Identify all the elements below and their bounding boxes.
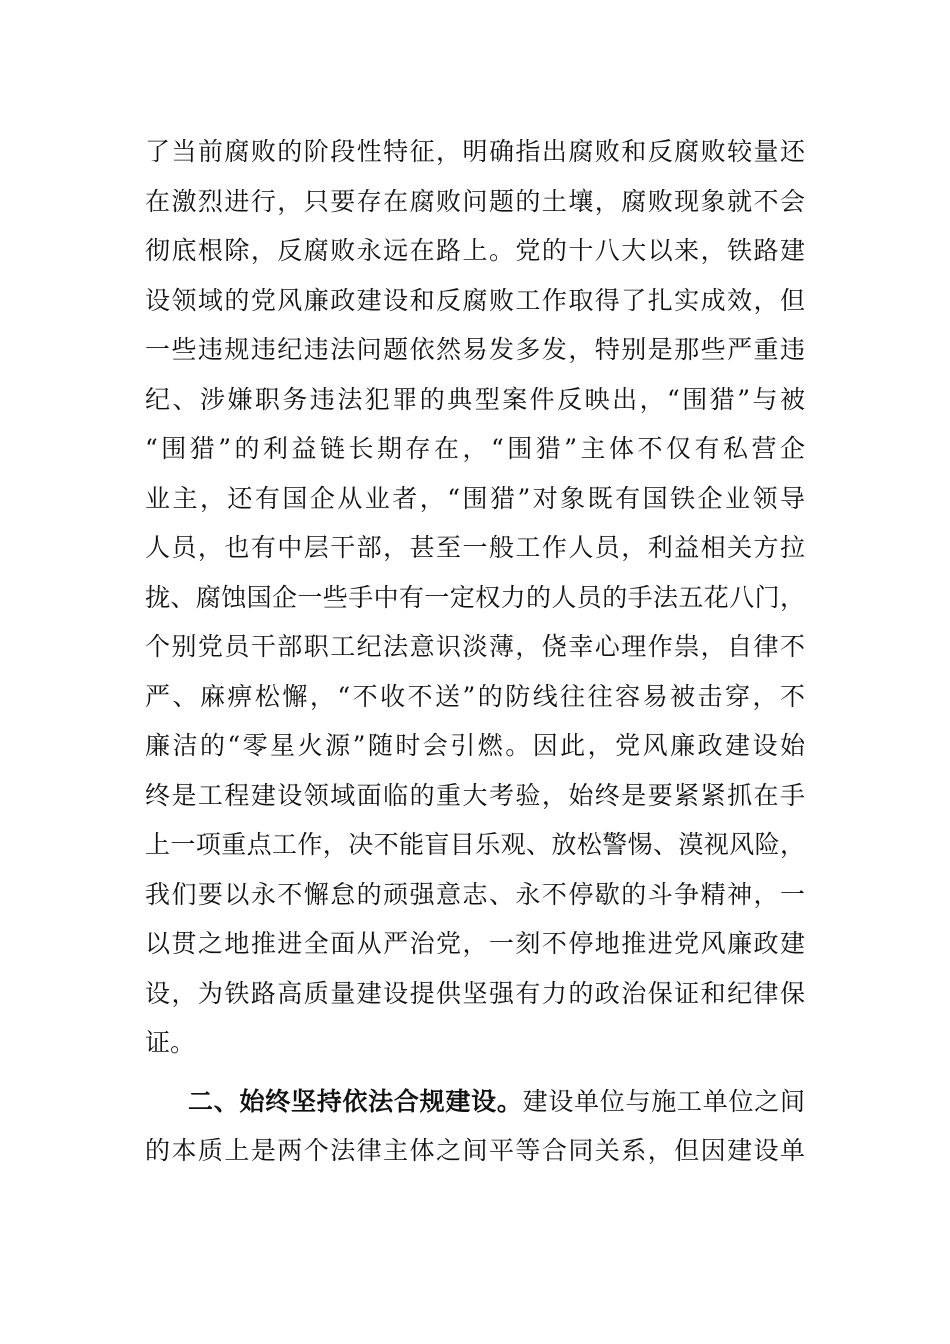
section-2-text: 建设单位与施工单位之间 bbox=[522, 1087, 805, 1116]
body-text-line: 人员，也有中层干部，甚至一般工作人员，利益相关方拉 bbox=[145, 533, 805, 562]
body-text-line: 设，为铁路高质量建设提供坚强有力的政治保证和纪律保 bbox=[145, 979, 805, 1008]
section-2-heading: 二、始终坚持依法合规建设。 bbox=[188, 1087, 523, 1116]
body-text-line: “围猎”的利益链长期存在，“围猎”主体不仅有私营企 bbox=[145, 434, 805, 463]
body-text-line: 一些违规违纪违法问题依然易发多发，特别是那些严重违 bbox=[145, 335, 805, 364]
body-text-line: 纪、涉嫌职务违法犯罪的典型案件反映出，“围猎”与被 bbox=[145, 385, 805, 414]
body-text-line: 在激烈进行，只要存在腐败问题的土壤，腐败现象就不会 bbox=[145, 187, 805, 216]
section-2-first-line bbox=[188, 1082, 805, 1122]
body-text-line: 彻底根除，反腐败永远在路上。党的十八大以来，铁路建 bbox=[145, 236, 805, 265]
body-text-line: 设领域的党风廉政建设和反腐败工作取得了扎实成效，但 bbox=[145, 286, 805, 315]
body-text-line: 个别党员干部职工纪法意识淡薄，侥幸心理作祟，自律不 bbox=[145, 632, 805, 661]
body-text-line: 以贯之地推进全面从严治党，一刻不停地推进党风廉政建 bbox=[145, 929, 805, 958]
body-text-line: 拢、腐蚀国企一些手中有一定权力的人员的手法五花八门， bbox=[145, 583, 805, 612]
body-text-line: 上一项重点工作，决不能盲目乐观、放松警惕、漠视风险， bbox=[145, 830, 805, 859]
body-text-line: 的本质上是两个法律主体之间平等合同关系，但因建设单 bbox=[145, 1136, 805, 1165]
body-text-line: 廉洁的“零星火源”随时会引燃。因此，党风廉政建设始 bbox=[145, 731, 805, 760]
body-text-line: 终是工程建设领域面临的重大考验，始终是要紧紧抓在手 bbox=[145, 781, 805, 810]
body-text-line: 我们要以永不懈怠的顽强意志、永不停歇的斗争精神，一 bbox=[145, 880, 805, 909]
body-text-line: 证。 bbox=[145, 1028, 196, 1057]
body-text-line: 了当前腐败的阶段性特征，明确指出腐败和反腐败较量还 bbox=[145, 137, 805, 166]
body-text-line: 业主，还有国企从业者，“围猎”对象既有国铁企业领导 bbox=[145, 484, 805, 513]
body-text-line: 严、麻痹松懈，“不收不送”的防线往往容易被击穿，不 bbox=[145, 682, 805, 711]
